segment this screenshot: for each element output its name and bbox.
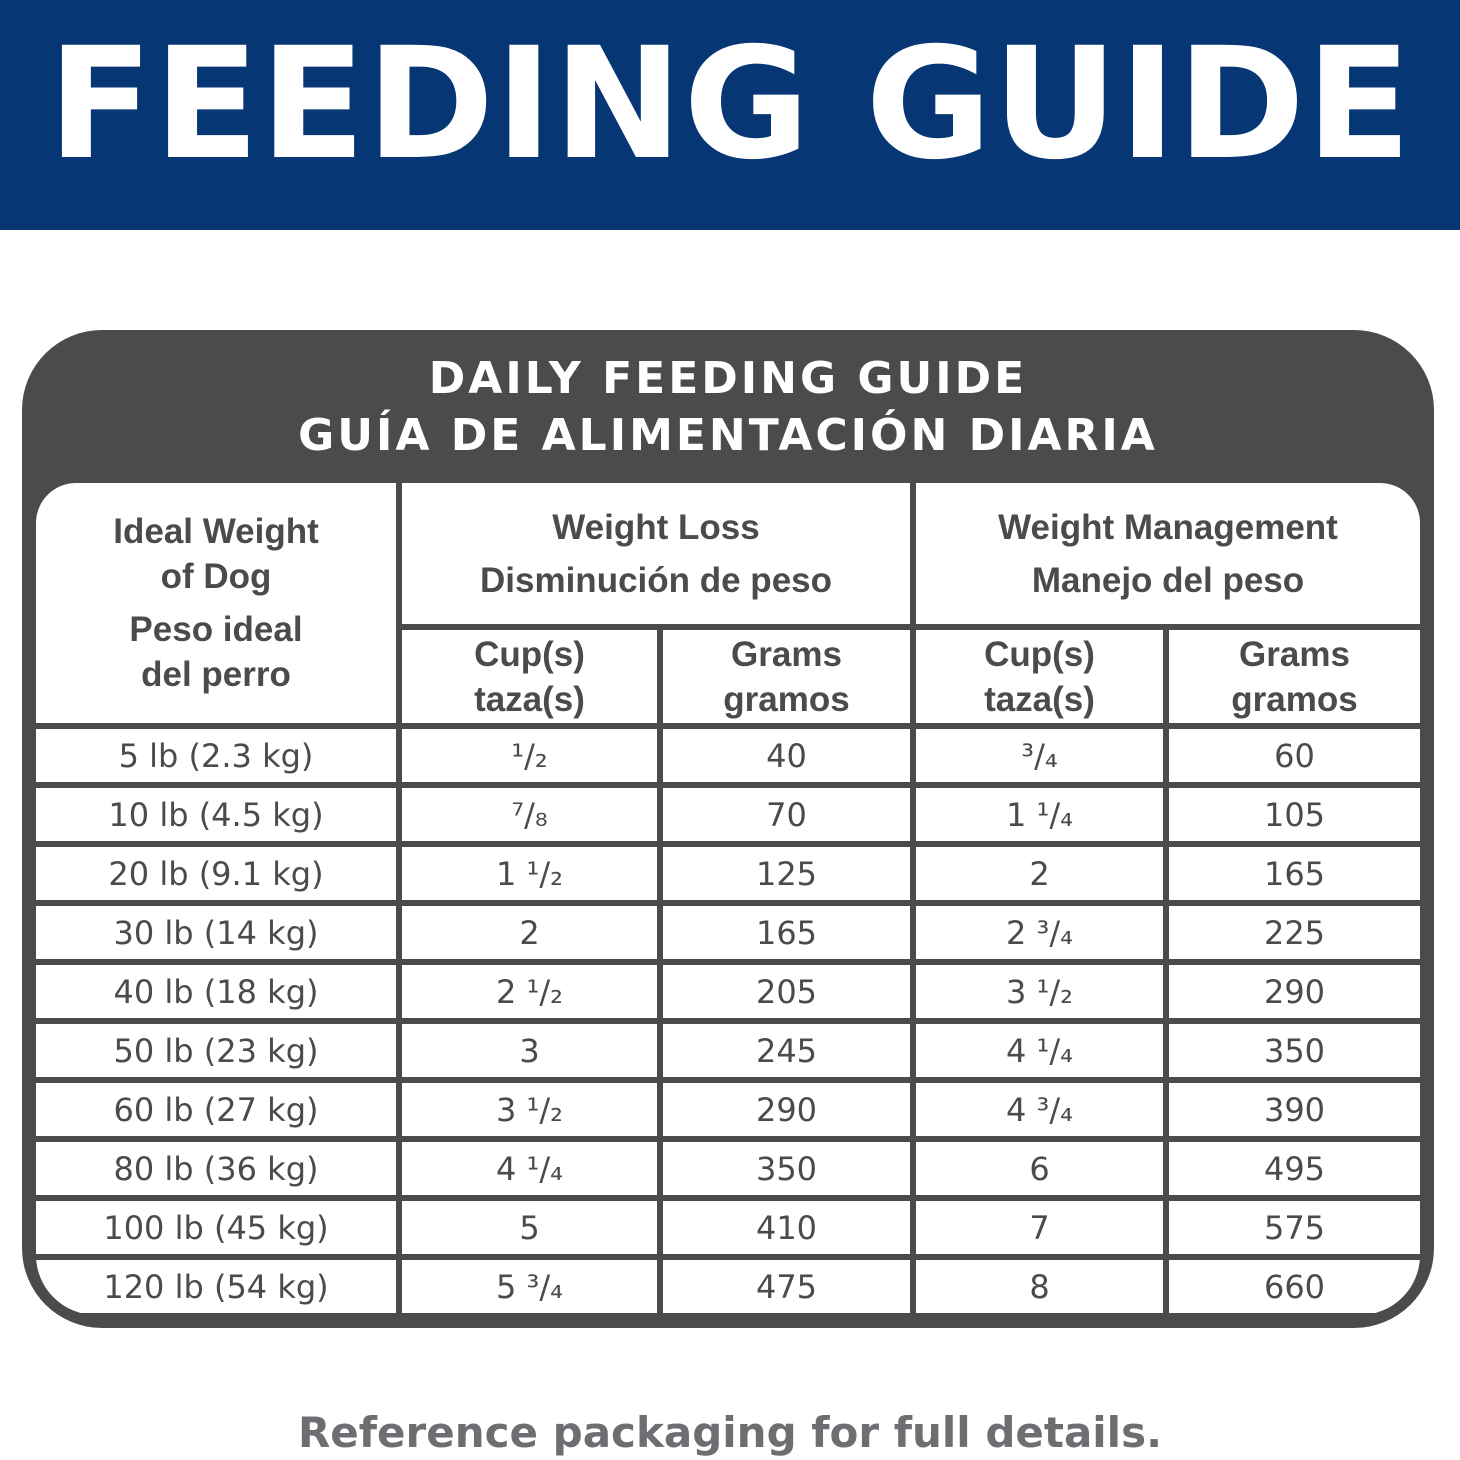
loss-grams-cell: 205 <box>663 965 910 1018</box>
weight-header-cell <box>36 483 396 723</box>
page-title: FEEDING GUIDE <box>47 15 1413 194</box>
loss-grams-cell: 70 <box>663 788 910 841</box>
mgmt-grams-cell: 165 <box>1169 847 1420 900</box>
mgmt-grams-header-es: gramos <box>1231 679 1358 719</box>
mgmt-cups-cell: 1 ¹/₄ <box>916 788 1163 841</box>
loss-grams-header-cell <box>663 630 910 723</box>
weight-loss-header-cell <box>402 483 910 624</box>
mgmt-cups-header-cell <box>916 630 1163 723</box>
weight-cell: 10 lb (4.5 kg) <box>36 788 396 841</box>
loss-grams-cell: 125 <box>663 847 910 900</box>
loss-grams-cell: 245 <box>663 1024 910 1077</box>
card-title <box>22 350 1434 464</box>
weight-cell: 20 lb (9.1 kg) <box>36 847 396 900</box>
mgmt-grams-cell: 390 <box>1169 1083 1420 1136</box>
weight-header-es-line1: Peso ideal <box>129 610 303 649</box>
loss-grams-cell: 475 <box>663 1260 910 1313</box>
weight-management-header-cell <box>916 483 1420 624</box>
mgmt-cups-cell: 4 ¹/₄ <box>916 1024 1163 1077</box>
loss-cups-cell: ¹/₂ <box>402 729 657 782</box>
header-banner <box>0 0 1460 230</box>
loss-cups-cell: 4 ¹/₄ <box>402 1142 657 1195</box>
feeding-table <box>36 483 1420 1315</box>
mgmt-grams-cell: 105 <box>1169 788 1420 841</box>
loss-cups-cell: 2 ¹/₂ <box>402 965 657 1018</box>
card-title-en: DAILY FEEDING GUIDE <box>428 353 1028 404</box>
loss-cups-cell: 2 <box>402 906 657 959</box>
weight-loss-header-en: Weight Loss <box>552 507 760 547</box>
loss-cups-header-en: Cup(s) <box>474 634 585 674</box>
loss-cups-cell: 5 <box>402 1201 657 1254</box>
loss-grams-cell: 40 <box>663 729 910 782</box>
mgmt-grams-cell: 290 <box>1169 965 1420 1018</box>
weight-header-en-line1: Ideal Weight <box>113 512 319 551</box>
loss-grams-cell: 350 <box>663 1142 910 1195</box>
mgmt-grams-cell: 495 <box>1169 1142 1420 1195</box>
card-title-es: GUÍA DE ALIMENTACIÓN DIARIA <box>298 410 1158 461</box>
mgmt-cups-cell: 4 ³/₄ <box>916 1083 1163 1136</box>
mgmt-grams-cell: 225 <box>1169 906 1420 959</box>
weight-cell: 60 lb (27 kg) <box>36 1083 396 1136</box>
loss-cups-cell: 3 <box>402 1024 657 1077</box>
mgmt-cups-cell: ³/₄ <box>916 729 1163 782</box>
weight-cell: 80 lb (36 kg) <box>36 1142 396 1195</box>
weight-cell: 120 lb (54 kg) <box>36 1260 396 1313</box>
weight-header-es-line2: del perro <box>141 655 291 694</box>
mgmt-cups-header-en: Cup(s) <box>984 634 1095 674</box>
weight-management-header-en: Weight Management <box>998 507 1338 547</box>
footer-note: Reference packaging for full details. <box>297 1408 1163 1457</box>
loss-cups-header-es: taza(s) <box>474 679 585 719</box>
loss-grams-cell: 410 <box>663 1201 910 1254</box>
loss-cups-header-cell <box>402 630 657 723</box>
mgmt-cups-cell: 8 <box>916 1260 1163 1313</box>
loss-cups-cell: ⁷/₈ <box>402 788 657 841</box>
mgmt-cups-cell: 2 ³/₄ <box>916 906 1163 959</box>
mgmt-grams-cell: 60 <box>1169 729 1420 782</box>
mgmt-grams-cell: 660 <box>1169 1260 1420 1313</box>
weight-cell: 5 lb (2.3 kg) <box>36 729 396 782</box>
weight-management-header-es: Manejo del peso <box>1031 560 1305 600</box>
loss-cups-cell: 1 ¹/₂ <box>402 847 657 900</box>
mgmt-cups-cell: 6 <box>916 1142 1163 1195</box>
loss-grams-cell: 165 <box>663 906 910 959</box>
loss-cups-cell: 3 ¹/₂ <box>402 1083 657 1136</box>
mgmt-cups-header-es: taza(s) <box>984 679 1095 719</box>
mgmt-grams-cell: 350 <box>1169 1024 1420 1077</box>
loss-cups-cell: 5 ³/₄ <box>402 1260 657 1313</box>
weight-loss-header-es: Disminución de peso <box>480 560 832 600</box>
weight-cell: 100 lb (45 kg) <box>36 1201 396 1254</box>
mgmt-cups-cell: 3 ¹/₂ <box>916 965 1163 1018</box>
weight-cell: 50 lb (23 kg) <box>36 1024 396 1077</box>
weight-cell: 30 lb (14 kg) <box>36 906 396 959</box>
feeding-guide-card <box>22 330 1434 1328</box>
loss-grams-header-es: gramos <box>723 679 850 719</box>
mgmt-grams-header-en: Grams <box>1239 634 1350 674</box>
loss-grams-header-en: Grams <box>731 634 842 674</box>
weight-cell: 40 lb (18 kg) <box>36 965 396 1018</box>
weight-header-en-line2: of Dog <box>160 557 272 596</box>
mgmt-grams-cell: 575 <box>1169 1201 1420 1254</box>
mgmt-grams-header-cell <box>1169 630 1420 723</box>
loss-grams-cell: 290 <box>663 1083 910 1136</box>
mgmt-cups-cell: 7 <box>916 1201 1163 1254</box>
mgmt-cups-cell: 2 <box>916 847 1163 900</box>
